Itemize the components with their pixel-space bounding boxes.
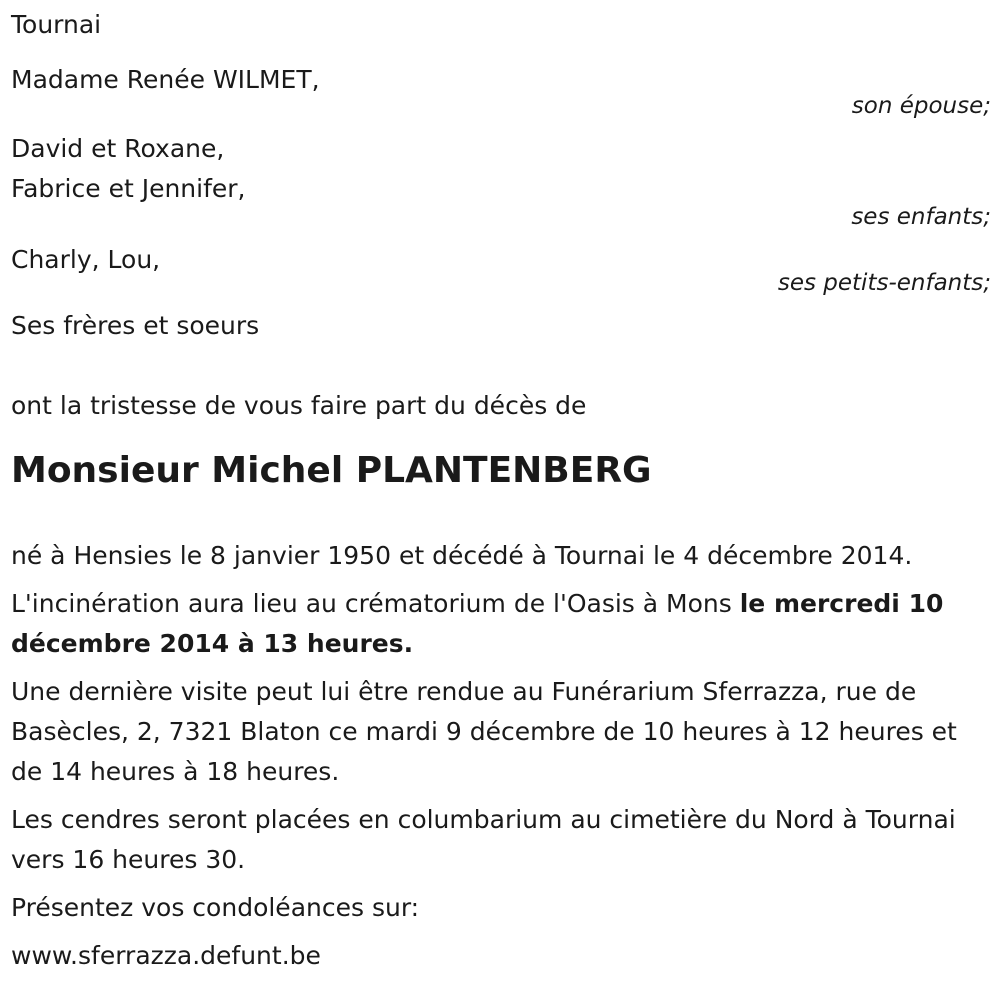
birth-death-info: né à Hensies le 8 janvier 1950 et décédé à Tournai le 4 décembre 2014. bbox=[11, 541, 913, 570]
cremation-info bbox=[11, 584, 991, 664]
children-role: ses enfants; bbox=[851, 204, 991, 230]
condolences-url: www.sferrazza.defunt.be bbox=[11, 941, 321, 970]
condolences-label: Présentez vos condoléances sur: bbox=[11, 893, 420, 922]
spouse-name: Madame Renée WILMET, bbox=[11, 65, 320, 94]
grandchildren: Charly, Lou, bbox=[11, 245, 161, 274]
death-notice bbox=[11, 0, 991, 976]
siblings: Ses frères et soeurs bbox=[11, 311, 260, 340]
cremation-date: le mercredi 10 décembre 2014 à 13 heures. bbox=[11, 589, 944, 658]
cremation-text: L'incinération aura lieu au crématorium de l'Oasis à Mons bbox=[11, 589, 740, 618]
intro-text: ont la tristesse de vous faire part du décès de bbox=[11, 391, 587, 420]
ashes-info: Les cendres seront placées en columbarium au cimetière du Nord à Tournai vers 16 heures 30. bbox=[11, 805, 956, 874]
child-line-1: David et Roxane, bbox=[11, 134, 225, 163]
spouse-role: son épouse; bbox=[851, 93, 991, 119]
child-line-2: Fabrice et Jennifer, bbox=[11, 174, 246, 203]
deceased-name: Monsieur Michel PLANTENBERG bbox=[11, 450, 652, 491]
city: Tournai bbox=[11, 10, 102, 39]
visit-info: Une dernière visite peut lui être rendue au Funérarium Sferrazza, rue de Basècles, 2, 7321 Blaton ce mardi 9 décembre de 10 heures à 12 heures et de 14 heures à 18 heures. bbox=[11, 677, 957, 786]
grandchildren-role: ses petits-enfants; bbox=[777, 270, 991, 296]
